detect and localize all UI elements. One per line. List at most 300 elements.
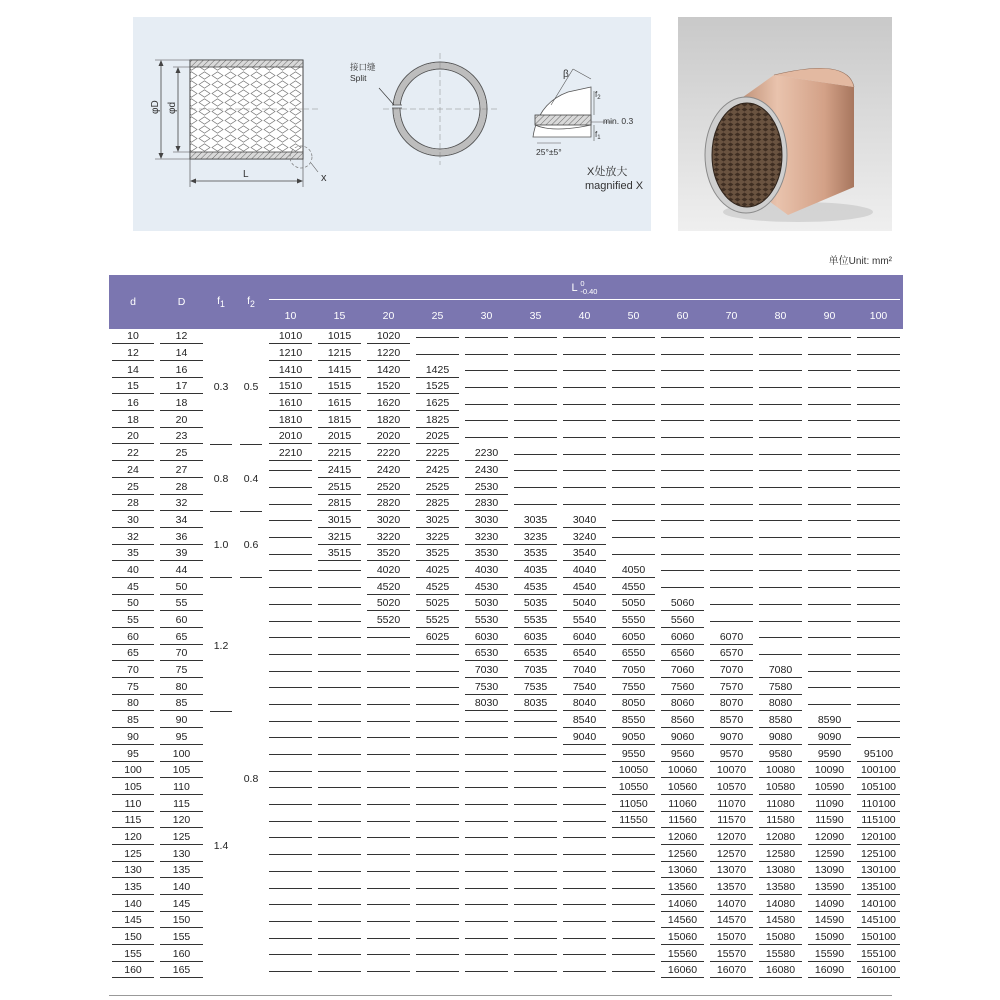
f2-label: $f_2$ [595, 90, 601, 101]
length-header: 30 [462, 303, 511, 329]
cell-part-number: 4020 [364, 563, 413, 580]
cell-part-number: 1515 [315, 379, 364, 396]
cell-part-number [707, 513, 756, 530]
cell-part-number: 115100 [854, 813, 903, 830]
cell-part-number [658, 346, 707, 363]
cell-part-number: 8590 [805, 713, 854, 730]
cell-part-number [707, 579, 756, 596]
cell-part-number: 7530 [462, 679, 511, 696]
cell-part-number [805, 379, 854, 396]
cell-part-number: 11570 [707, 813, 756, 830]
cell-part-number [560, 930, 609, 947]
cell-part-number: 4550 [609, 579, 658, 596]
cell-part-number [266, 863, 315, 880]
cell-part-number [462, 329, 511, 346]
cell-part-number: 14060 [658, 896, 707, 913]
cell-part-number: 2015 [315, 429, 364, 446]
cell-part-number [854, 679, 903, 696]
product-photo [678, 17, 892, 231]
cell-part-number [658, 579, 707, 596]
length-header: 50 [609, 303, 658, 329]
cell-D: 115 [157, 796, 206, 813]
cell-part-number: 16060 [658, 963, 707, 980]
beta-label: β [563, 69, 569, 80]
cell-part-number: 16070 [707, 963, 756, 980]
cell-part-number [511, 346, 560, 363]
cell-part-number: 6040 [560, 629, 609, 646]
cell-part-number: 9080 [756, 730, 805, 747]
cell-part-number [511, 863, 560, 880]
cell-part-number [560, 946, 609, 963]
cell-part-number: 6570 [707, 646, 756, 663]
cell-D: 17 [157, 379, 206, 396]
cell-D: 160 [157, 946, 206, 963]
cell-part-number [266, 679, 315, 696]
cell-part-number [266, 763, 315, 780]
cell-part-number [511, 796, 560, 813]
cell-part-number: 7550 [609, 679, 658, 696]
cell-D: 95 [157, 730, 206, 747]
cell-part-number: 9060 [658, 730, 707, 747]
cell-part-number: 7030 [462, 663, 511, 680]
cell-d: 100 [109, 763, 157, 780]
cell-part-number: 13560 [658, 880, 707, 897]
cell-part-number: 4535 [511, 579, 560, 596]
cell-D: 65 [157, 629, 206, 646]
group-divider [210, 444, 232, 445]
cell-d: 16 [109, 396, 157, 413]
length-header: 15 [315, 303, 364, 329]
cell-part-number: 13580 [756, 880, 805, 897]
cell-part-number: 1220 [364, 346, 413, 363]
cell-part-number [854, 379, 903, 396]
cell-part-number: 14560 [658, 913, 707, 930]
cell-part-number: 125100 [854, 846, 903, 863]
cell-part-number [266, 463, 315, 480]
cell-part-number [854, 629, 903, 646]
cell-part-number [364, 780, 413, 797]
cell-part-number [462, 896, 511, 913]
cell-part-number [511, 830, 560, 847]
cell-part-number [511, 362, 560, 379]
cell-part-number [266, 563, 315, 580]
cell-d: 110 [109, 796, 157, 813]
cell-part-number [413, 896, 462, 913]
cell-part-number: 11090 [805, 796, 854, 813]
cell-part-number [511, 780, 560, 797]
cell-part-number: 8060 [658, 696, 707, 713]
cell-part-number: 2025 [413, 429, 462, 446]
cell-part-number [854, 362, 903, 379]
cell-part-number: 4040 [560, 563, 609, 580]
cell-part-number [462, 730, 511, 747]
cell-D: 28 [157, 479, 206, 496]
length-header: 90 [805, 303, 854, 329]
cell-f2: 0.6 [236, 513, 266, 580]
cell-part-number [315, 880, 364, 897]
cell-part-number [658, 329, 707, 346]
cell-part-number [315, 780, 364, 797]
cell-part-number [609, 880, 658, 897]
cell-part-number: 5520 [364, 613, 413, 630]
cell-part-number: 8030 [462, 696, 511, 713]
length-header: 80 [756, 303, 805, 329]
cell-part-number [266, 780, 315, 797]
cell-part-number [756, 579, 805, 596]
magnified-label-cn: X处放大 [587, 166, 628, 178]
cell-part-number [413, 663, 462, 680]
cell-part-number [462, 346, 511, 363]
cell-part-number [609, 529, 658, 546]
cell-part-number [805, 346, 854, 363]
cell-part-number: 2230 [462, 446, 511, 463]
cell-part-number: 1620 [364, 396, 413, 413]
cell-part-number [511, 446, 560, 463]
cell-D: 105 [157, 763, 206, 780]
cell-d: 15 [109, 379, 157, 396]
cell-part-number [266, 663, 315, 680]
cell-part-number [413, 329, 462, 346]
cell-part-number [854, 529, 903, 546]
cell-part-number [854, 563, 903, 580]
cell-D: 50 [157, 579, 206, 596]
cell-part-number: 150100 [854, 930, 903, 947]
cell-part-number [609, 379, 658, 396]
cell-d: 90 [109, 730, 157, 747]
cell-part-number [854, 713, 903, 730]
cell-part-number [511, 463, 560, 480]
cell-d: 30 [109, 513, 157, 530]
cell-part-number [364, 930, 413, 947]
bushing-cross-section [150, 60, 327, 187]
header-D: D [157, 275, 206, 329]
cell-part-number [756, 629, 805, 646]
cell-part-number [854, 479, 903, 496]
group-divider [210, 577, 232, 578]
cell-D: 125 [157, 830, 206, 847]
cell-d: 130 [109, 863, 157, 880]
cell-d: 24 [109, 463, 157, 480]
cell-part-number [462, 362, 511, 379]
cell-D: 55 [157, 596, 206, 613]
cell-part-number [266, 896, 315, 913]
cell-part-number [609, 513, 658, 530]
cell-part-number [707, 429, 756, 446]
cell-part-number [756, 463, 805, 480]
cell-D: 100 [157, 746, 206, 763]
dim-L-label: L [243, 169, 249, 180]
spec-table [109, 275, 903, 980]
cell-d: 40 [109, 563, 157, 580]
cell-part-number: 14580 [756, 913, 805, 930]
cell-part-number: 10070 [707, 763, 756, 780]
cell-part-number [609, 830, 658, 847]
cell-part-number: 3015 [315, 513, 364, 530]
cell-part-number [511, 479, 560, 496]
cell-D: 120 [157, 813, 206, 830]
cell-part-number [266, 696, 315, 713]
cell-d: 155 [109, 946, 157, 963]
cell-part-number [511, 963, 560, 980]
cell-part-number [707, 479, 756, 496]
cell-part-number [266, 579, 315, 596]
cell-part-number [560, 496, 609, 513]
cell-part-number: 3035 [511, 513, 560, 530]
cell-part-number [413, 813, 462, 830]
cell-part-number [413, 963, 462, 980]
cell-part-number [413, 346, 462, 363]
table-row [109, 446, 903, 463]
cell-part-number [413, 930, 462, 947]
cell-part-number [707, 396, 756, 413]
cell-part-number [756, 546, 805, 563]
cell-D: 85 [157, 696, 206, 713]
cell-part-number: 4030 [462, 563, 511, 580]
cell-part-number: 2420 [364, 463, 413, 480]
cell-part-number: 12090 [805, 830, 854, 847]
cell-D: 75 [157, 663, 206, 680]
cell-part-number [364, 730, 413, 747]
cell-part-number: 95100 [854, 746, 903, 763]
cell-part-number [756, 396, 805, 413]
cell-part-number [462, 846, 511, 863]
cell-part-number: 6560 [658, 646, 707, 663]
cell-part-number: 2520 [364, 479, 413, 496]
cell-part-number [707, 463, 756, 480]
cell-part-number: 8035 [511, 696, 560, 713]
cell-part-number [609, 412, 658, 429]
cell-part-number [805, 496, 854, 513]
cell-part-number [805, 529, 854, 546]
cell-part-number: 3525 [413, 546, 462, 563]
cell-part-number [462, 930, 511, 947]
length-header: 70 [707, 303, 756, 329]
cell-part-number [511, 713, 560, 730]
cell-part-number: 2020 [364, 429, 413, 446]
cell-part-number [413, 780, 462, 797]
cell-part-number [609, 396, 658, 413]
cell-part-number [511, 412, 560, 429]
cell-part-number: 4525 [413, 579, 462, 596]
cell-part-number: 120100 [854, 830, 903, 847]
cell-part-number [413, 913, 462, 930]
cell-part-number: 11060 [658, 796, 707, 813]
cell-d: 80 [109, 696, 157, 713]
cell-part-number [560, 412, 609, 429]
cell-part-number [609, 930, 658, 947]
length-header: 10 [266, 303, 315, 329]
cell-d: 105 [109, 780, 157, 797]
cell-part-number: 6025 [413, 629, 462, 646]
cell-part-number: 6550 [609, 646, 658, 663]
cell-part-number [462, 429, 511, 446]
cell-part-number: 4035 [511, 563, 560, 580]
cell-part-number: 7560 [658, 679, 707, 696]
cell-part-number [805, 396, 854, 413]
cell-part-number [413, 646, 462, 663]
cell-d: 12 [109, 346, 157, 363]
cell-part-number [560, 813, 609, 830]
cell-part-number [266, 496, 315, 513]
cell-part-number [511, 913, 560, 930]
cell-part-number: 3040 [560, 513, 609, 530]
cell-d: 20 [109, 429, 157, 446]
cell-D: 110 [157, 780, 206, 797]
cell-part-number: 9070 [707, 730, 756, 747]
cell-part-number [560, 830, 609, 847]
cell-part-number [707, 546, 756, 563]
cell-part-number: 1820 [364, 412, 413, 429]
header-f1: $f_1$ [206, 275, 236, 329]
cell-part-number [364, 763, 413, 780]
cell-part-number: 9570 [707, 746, 756, 763]
cell-part-number: 9590 [805, 746, 854, 763]
cell-part-number: 1615 [315, 396, 364, 413]
cell-part-number [315, 596, 364, 613]
cell-part-number [560, 796, 609, 813]
cell-part-number [266, 596, 315, 613]
cell-part-number [364, 896, 413, 913]
cell-part-number: 2430 [462, 463, 511, 480]
cell-part-number [462, 780, 511, 797]
cell-part-number: 3520 [364, 546, 413, 563]
group-divider [240, 577, 262, 578]
cell-part-number: 4520 [364, 579, 413, 596]
dim-d-label: φd [167, 101, 178, 114]
cell-part-number [364, 646, 413, 663]
cell-part-number: 10590 [805, 780, 854, 797]
cell-part-number: 7580 [756, 679, 805, 696]
cell-D: 130 [157, 846, 206, 863]
cell-part-number [511, 813, 560, 830]
cell-part-number: 1010 [266, 329, 315, 346]
cell-D: 34 [157, 513, 206, 530]
cell-d: 160 [109, 963, 157, 980]
cell-part-number: 14570 [707, 913, 756, 930]
cell-d: 60 [109, 629, 157, 646]
cell-part-number: 3220 [364, 529, 413, 546]
cell-part-number: 11050 [609, 796, 658, 813]
cell-part-number [658, 479, 707, 496]
cell-part-number [560, 446, 609, 463]
cell-part-number [658, 513, 707, 530]
cell-part-number [266, 646, 315, 663]
cell-part-number [315, 646, 364, 663]
cell-D: 70 [157, 646, 206, 663]
cell-part-number [756, 563, 805, 580]
cell-part-number [413, 946, 462, 963]
cell-part-number [462, 830, 511, 847]
length-header: 60 [658, 303, 707, 329]
cell-part-number [364, 913, 413, 930]
split-label-en: Split [350, 73, 367, 83]
cell-part-number: 13070 [707, 863, 756, 880]
cell-part-number: 10570 [707, 780, 756, 797]
cell-part-number: 2425 [413, 463, 462, 480]
cell-part-number [560, 896, 609, 913]
cell-part-number: 4530 [462, 579, 511, 596]
cell-part-number [756, 496, 805, 513]
cell-part-number: 13080 [756, 863, 805, 880]
cell-part-number: 4050 [609, 563, 658, 580]
cell-part-number: 1520 [364, 379, 413, 396]
cell-part-number: 5025 [413, 596, 462, 613]
cell-part-number [805, 463, 854, 480]
cell-part-number [511, 946, 560, 963]
cell-part-number [315, 830, 364, 847]
cell-part-number: 15080 [756, 930, 805, 947]
cell-part-number: 5020 [364, 596, 413, 613]
table-row [109, 579, 903, 596]
min-thickness-label: min. 0.3 [603, 116, 634, 126]
cell-part-number: 3530 [462, 546, 511, 563]
cell-part-number: 1815 [315, 412, 364, 429]
cell-part-number [462, 796, 511, 813]
cell-part-number [805, 412, 854, 429]
cell-part-number [266, 880, 315, 897]
cell-part-number [266, 913, 315, 930]
cell-part-number [805, 663, 854, 680]
cell-part-number [315, 629, 364, 646]
cell-part-number: 10550 [609, 780, 658, 797]
cell-part-number: 5540 [560, 613, 609, 630]
cell-part-number: 1415 [315, 362, 364, 379]
cell-part-number: 9040 [560, 730, 609, 747]
cell-part-number: 7535 [511, 679, 560, 696]
cell-part-number: 15560 [658, 946, 707, 963]
cell-part-number [364, 880, 413, 897]
cell-part-number [854, 513, 903, 530]
cell-d: 75 [109, 679, 157, 696]
cell-part-number [854, 579, 903, 596]
cell-part-number [560, 463, 609, 480]
cell-part-number: 130100 [854, 863, 903, 880]
cell-part-number [462, 946, 511, 963]
cell-part-number: 11560 [658, 813, 707, 830]
cell-d: 115 [109, 813, 157, 830]
cell-part-number: 9050 [609, 730, 658, 747]
cell-part-number: 6070 [707, 629, 756, 646]
cell-part-number [413, 713, 462, 730]
cell-part-number [854, 730, 903, 747]
cell-part-number [756, 429, 805, 446]
cell-part-number [756, 379, 805, 396]
cell-part-number [854, 412, 903, 429]
cell-part-number [658, 412, 707, 429]
cell-d: 14 [109, 362, 157, 379]
cell-part-number [413, 746, 462, 763]
cell-part-number: 2515 [315, 479, 364, 496]
cell-part-number: 2830 [462, 496, 511, 513]
f1-label: $f_1$ [595, 130, 601, 141]
table-row [109, 329, 903, 346]
cell-part-number: 15580 [756, 946, 805, 963]
magnified-detail-view [533, 69, 644, 192]
cell-part-number [266, 796, 315, 813]
cell-f1: 1.0 [206, 513, 236, 580]
cell-part-number [805, 563, 854, 580]
cell-part-number [364, 663, 413, 680]
cell-part-number [560, 396, 609, 413]
cell-d: 22 [109, 446, 157, 463]
cell-part-number: 13570 [707, 880, 756, 897]
cell-part-number [658, 496, 707, 513]
cell-part-number: 5525 [413, 613, 462, 630]
cell-part-number: 2820 [364, 496, 413, 513]
cell-part-number [364, 629, 413, 646]
cell-part-number: 6540 [560, 646, 609, 663]
cell-part-number [462, 713, 511, 730]
